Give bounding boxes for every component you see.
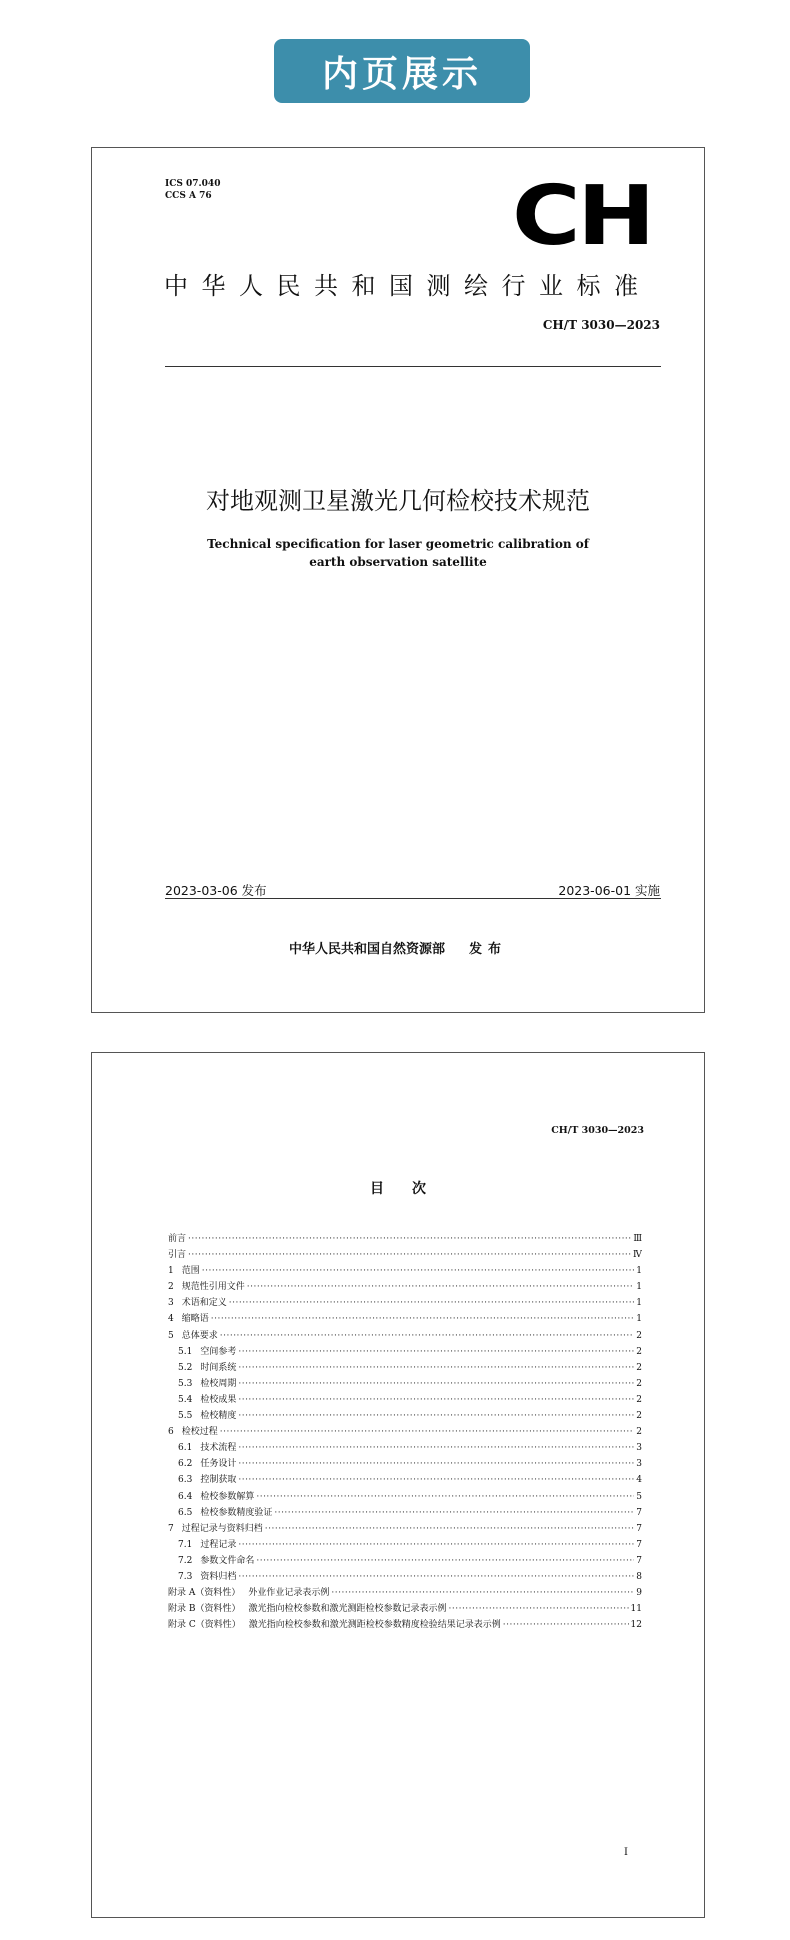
toc-entry — [168, 1601, 642, 1617]
toc-entry-label: 范围 — [181, 1266, 200, 1277]
toc-entry-label: 过程记录 — [200, 1539, 237, 1550]
toc-entry — [168, 1328, 642, 1344]
toc-entry-label: 前言 — [168, 1234, 187, 1244]
ccs-code: CCS A 76 — [165, 191, 212, 201]
toc-leader-dots — [188, 1234, 631, 1244]
toc-entry-label: 控制获取 — [200, 1475, 237, 1486]
toc-entry-number: 附录 C（资料性） — [168, 1620, 241, 1631]
toc-entry-label: 外业作业记录表示例 — [248, 1588, 330, 1599]
toc-entry-page: 7 — [636, 1523, 642, 1534]
toc-entry — [168, 1440, 642, 1456]
header-divider — [165, 366, 661, 367]
toc-entry-label: 检校过程 — [181, 1427, 218, 1438]
toc-entry-page: Ⅳ — [633, 1250, 642, 1261]
document-title-en — [92, 535, 704, 571]
toc-entry-label: 总体要求 — [181, 1330, 218, 1341]
toc-entry-label: 检校参数解算 — [200, 1491, 255, 1502]
toc-leader-dots — [265, 1524, 634, 1534]
toc-entry-page: 1 — [636, 1298, 642, 1309]
toc-entry-page: 2 — [636, 1378, 642, 1389]
page-number: I — [624, 1847, 628, 1858]
toc-leader-dots — [220, 1331, 634, 1341]
toc-entry — [168, 1376, 642, 1392]
toc-standard-number: CH/T 3030—2023 — [551, 1125, 644, 1136]
toc-leader-dots — [238, 1379, 634, 1389]
toc-entry-label: 引言 — [168, 1250, 187, 1261]
toc-leader-dots — [211, 1314, 634, 1324]
toc-entry-label: 过程记录与资料归档 — [181, 1523, 263, 1534]
toc-leader-dots — [202, 1266, 634, 1276]
toc-entry-number: 2 — [168, 1282, 174, 1293]
toc-entry — [168, 1392, 642, 1408]
toc-leader-dots — [503, 1620, 629, 1630]
toc-entry-page: 7 — [636, 1555, 642, 1566]
toc-entry-page: 1 — [636, 1314, 642, 1325]
toc-entry — [168, 1472, 642, 1488]
toc-entry-page: 3 — [636, 1443, 642, 1454]
toc-entry — [168, 1311, 642, 1327]
toc-leader-dots — [331, 1588, 634, 1598]
toc-entry-number: 附录 B（资料性） — [168, 1604, 241, 1615]
toc-entry-number: 3 — [168, 1298, 174, 1309]
standard-number: CH/T 3030—2023 — [542, 318, 660, 332]
toc-entry — [168, 1408, 642, 1424]
toc-entry-label: 检校精度 — [200, 1411, 237, 1422]
document-title-cn: 对地观测卫星激光几何检校技术规范 — [206, 487, 590, 515]
toc-entry-number: 6 — [168, 1427, 174, 1438]
toc-entry-label: 空间参考 — [200, 1346, 237, 1357]
toc-entry-number: 6.4 — [178, 1491, 193, 1502]
ch-logo: CH — [512, 169, 653, 264]
toc-entry-label: 参数文件命名 — [200, 1555, 255, 1566]
toc-entry-number: 7.3 — [178, 1571, 193, 1582]
toc-entry-page: 1 — [636, 1266, 642, 1277]
toc-entry — [168, 1537, 642, 1553]
publisher — [92, 938, 704, 957]
toc-entry-page: 2 — [636, 1346, 642, 1357]
toc-leader-dots — [238, 1363, 634, 1373]
toc-entry-page: 4 — [636, 1475, 642, 1486]
cover-page — [91, 147, 705, 1013]
toc-entry-number: 附录 A（资料性） — [168, 1588, 241, 1599]
toc-entry-number: 6.3 — [178, 1475, 193, 1486]
toc-entry-number: 6.1 — [178, 1443, 193, 1454]
toc-entry-page: 2 — [636, 1411, 642, 1422]
toc-entry-number: 5.1 — [178, 1346, 193, 1357]
toc-page — [91, 1052, 705, 1918]
toc-entry-label: 检校周期 — [200, 1378, 237, 1389]
toc-title: 目次 — [370, 1181, 454, 1197]
toc-entry-label: 时间系统 — [200, 1362, 237, 1373]
toc-entry-label: 术语和定义 — [181, 1298, 227, 1309]
table-of-contents — [168, 1231, 642, 1633]
toc-leader-dots — [238, 1443, 634, 1453]
toc-entry — [168, 1231, 642, 1247]
toc-entry — [168, 1295, 642, 1311]
toc-leader-dots — [247, 1282, 634, 1292]
toc-leader-dots — [238, 1459, 634, 1469]
toc-leader-dots — [256, 1556, 634, 1566]
toc-entry-number: 5.5 — [178, 1411, 193, 1422]
toc-entry — [168, 1489, 642, 1505]
toc-entry-label: 缩略语 — [181, 1314, 209, 1325]
footer-divider — [165, 898, 661, 899]
toc-entry — [168, 1344, 642, 1360]
toc-entry-number: 5.3 — [178, 1378, 193, 1389]
toc-leader-dots — [274, 1508, 634, 1518]
toc-entry — [168, 1263, 642, 1279]
toc-leader-dots — [229, 1298, 634, 1308]
toc-leader-dots — [238, 1475, 634, 1485]
toc-entry-label: 激光指向检校参数和激光测距检校参数精度检验结果记录表示例 — [248, 1620, 501, 1631]
toc-entry-number: 7 — [168, 1523, 174, 1534]
toc-entry-number: 7.1 — [178, 1539, 193, 1550]
toc-entry — [168, 1505, 642, 1521]
toc-entry — [168, 1569, 642, 1585]
toc-entry — [168, 1553, 642, 1569]
toc-entry-page: 12 — [630, 1620, 642, 1631]
toc-entry-label: 技术流程 — [200, 1443, 237, 1454]
toc-entry — [168, 1279, 642, 1295]
section-banner: 内页展示 — [274, 39, 530, 103]
toc-entry — [168, 1617, 642, 1633]
toc-entry-number: 6.5 — [178, 1507, 193, 1518]
toc-leader-dots — [220, 1427, 634, 1437]
toc-entry — [168, 1585, 642, 1601]
toc-leader-dots — [449, 1604, 629, 1614]
toc-entry-label: 规范性引用文件 — [181, 1282, 245, 1293]
toc-entry-number: 1 — [168, 1266, 174, 1277]
toc-entry-label: 任务设计 — [200, 1459, 237, 1470]
toc-entry-page: 1 — [636, 1282, 642, 1293]
toc-entry-label: 检校成果 — [200, 1394, 237, 1405]
toc-entry — [168, 1521, 642, 1537]
toc-entry-page: 2 — [636, 1330, 642, 1341]
document-title-en-line1: Technical specification for laser geometric calibration of — [207, 537, 589, 551]
toc-leader-dots — [238, 1572, 634, 1582]
toc-entry-page: 11 — [630, 1604, 642, 1615]
toc-entry-page: 7 — [636, 1539, 642, 1550]
toc-entry-page: 2 — [636, 1394, 642, 1405]
toc-entry — [168, 1424, 642, 1440]
toc-entry-label: 检校参数精度验证 — [200, 1507, 273, 1518]
toc-leader-dots — [256, 1492, 634, 1502]
toc-entry-number: 5.2 — [178, 1362, 193, 1373]
toc-entry-number: 5.4 — [178, 1394, 193, 1405]
toc-entry — [168, 1456, 642, 1472]
toc-entry-number: 7.2 — [178, 1555, 193, 1566]
toc-entry-label: 激光指向检校参数和激光测距检校参数记录表示例 — [248, 1604, 447, 1615]
toc-entry-number: 4 — [168, 1314, 174, 1325]
toc-entry-page: 7 — [636, 1507, 642, 1518]
toc-entry-page: 2 — [636, 1362, 642, 1373]
toc-entry-page: 5 — [636, 1491, 642, 1502]
issue-date: 2023-03-06 发布 — [165, 883, 267, 898]
toc-entry — [168, 1247, 642, 1263]
toc-entry-page: 3 — [636, 1459, 642, 1470]
publish-action: 发布 — [469, 942, 508, 957]
toc-leader-dots — [238, 1540, 634, 1550]
toc-entry-page: 8 — [636, 1571, 642, 1582]
toc-entry-label: 资料归档 — [200, 1571, 237, 1582]
toc-entry-page: Ⅲ — [633, 1234, 642, 1244]
toc-entry-page: 9 — [636, 1588, 642, 1599]
implementation-date: 2023-06-01 实施 — [558, 883, 660, 898]
toc-leader-dots — [188, 1250, 631, 1260]
ics-code: ICS 07.040 — [165, 179, 221, 189]
document-title-en-line2: earth observation satellite — [309, 555, 487, 569]
toc-entry — [168, 1360, 642, 1376]
classification-codes — [165, 178, 220, 202]
toc-entry-number: 6.2 — [178, 1459, 193, 1470]
toc-entry-number: 5 — [168, 1330, 174, 1341]
toc-entry-page: 2 — [636, 1427, 642, 1438]
standard-category-title: 中华人民共和国测绘行业标准 — [164, 272, 652, 300]
publisher-name: 中华人民共和国自然资源部 — [288, 942, 445, 957]
toc-leader-dots — [238, 1347, 634, 1357]
toc-leader-dots — [238, 1395, 634, 1405]
toc-leader-dots — [238, 1411, 634, 1421]
